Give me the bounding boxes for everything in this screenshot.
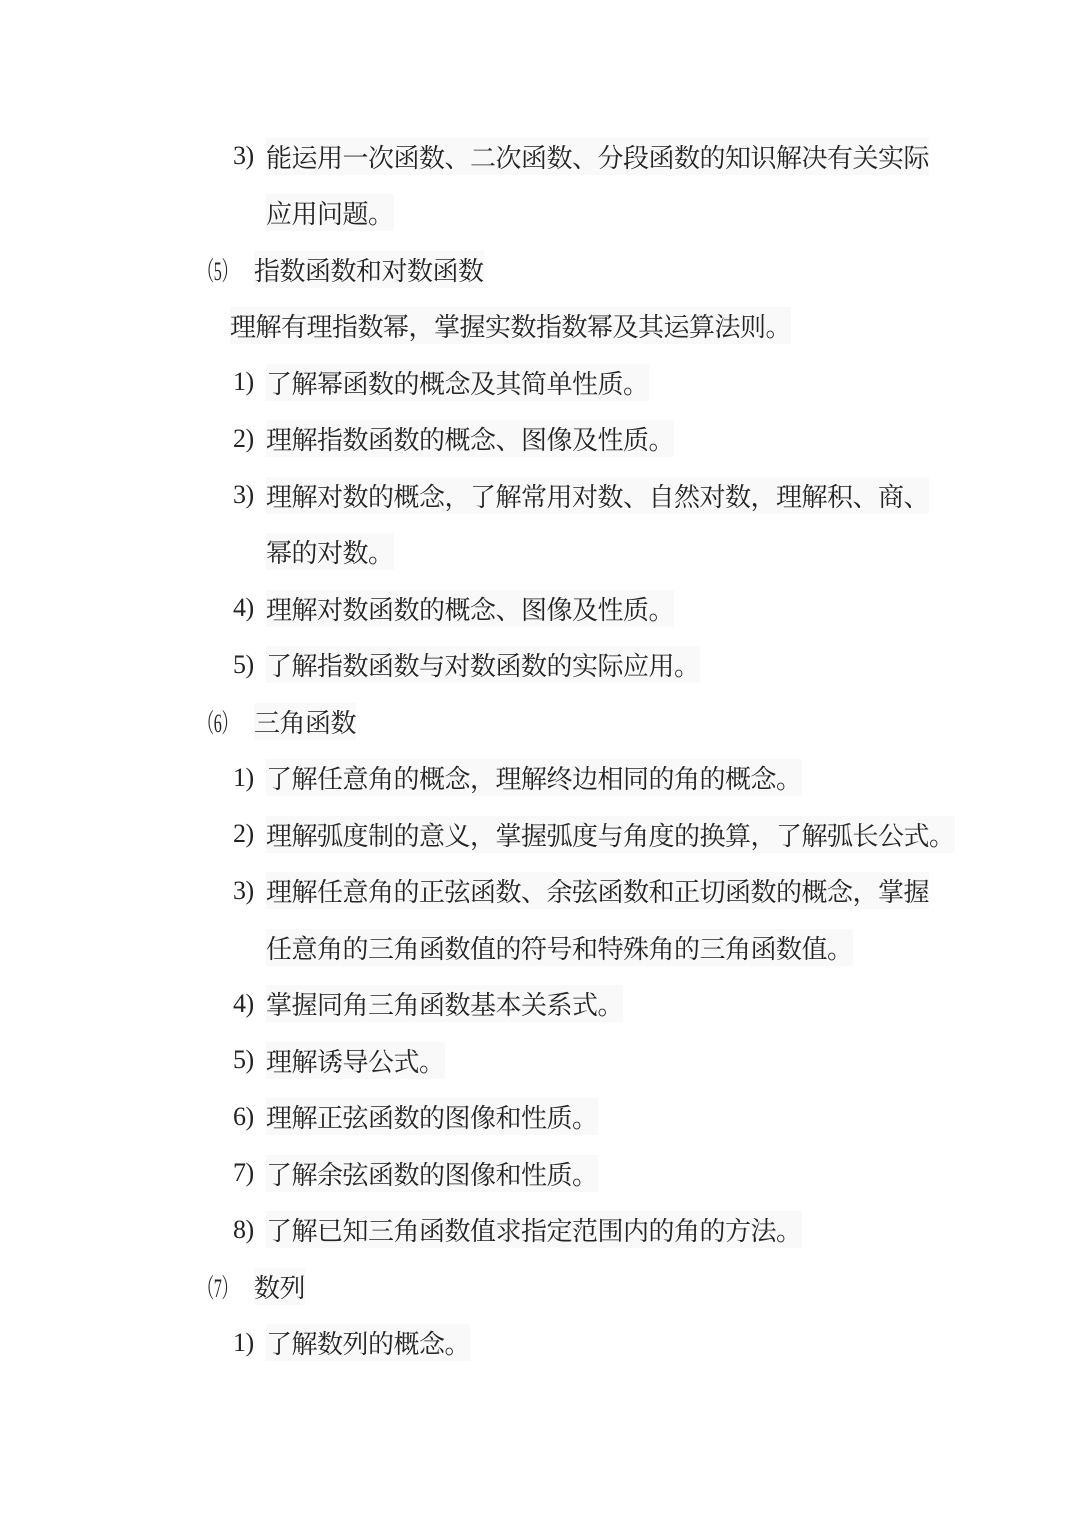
list-item [0, 637, 1080, 694]
line-text: 任意角的三角函数值的符号和特殊角的三角函数值。 [266, 929, 853, 966]
list-item-continuation [0, 524, 1080, 581]
list-item [0, 1032, 1080, 1089]
line-text: 了解指数函数与对数函数的实际应用。 [266, 646, 700, 683]
section-heading [0, 1258, 1080, 1315]
line-text: 理解正弦函数的图像和性质。 [266, 1098, 598, 1135]
list-item [0, 976, 1080, 1033]
section-heading [0, 693, 1080, 750]
item-number: 2) [233, 423, 254, 453]
item-number: 4) [233, 988, 254, 1018]
list-item [0, 1202, 1080, 1259]
line-text: 理解弧度制的意义，掌握弧度与角度的换算，了解弧长公式。 [266, 816, 955, 853]
line-text: 了解余弦函数的图像和性质。 [266, 1155, 598, 1192]
line-text: 了解数列的概念。 [266, 1324, 470, 1361]
item-number: 8) [233, 1214, 254, 1244]
item-number: 3) [233, 875, 254, 905]
line-text: 了解幂函数的概念及其简单性质。 [266, 364, 649, 401]
list-item [0, 467, 1080, 524]
item-number: 5) [233, 1045, 254, 1075]
list-item [0, 1089, 1080, 1146]
list-item [0, 1145, 1080, 1202]
line-text: 了解已知三角函数值求指定范围内的角的方法。 [266, 1211, 802, 1248]
item-number: 1) [233, 1327, 254, 1357]
list-item [0, 1315, 1080, 1372]
item-number: 1) [233, 762, 254, 792]
line-text: 应用问题。 [266, 194, 394, 231]
section-number: （6） [198, 708, 238, 738]
item-number: 5) [233, 649, 254, 679]
list-item [0, 128, 1080, 185]
item-number: 3) [233, 141, 254, 171]
line-text: 幂的对数。 [266, 533, 394, 570]
list-item [0, 750, 1080, 807]
section-heading [0, 241, 1080, 298]
paragraph-line [0, 298, 1080, 355]
section-number: （5） [198, 256, 238, 286]
item-number: 1) [233, 367, 254, 397]
item-number: 7) [233, 1158, 254, 1188]
list-item [0, 580, 1080, 637]
item-number: 3) [233, 480, 254, 510]
line-text: 理解任意角的正弦函数、余弦函数和正切函数的概念，掌握 [266, 872, 929, 909]
line-text: 理解指数函数的概念、图像及性质。 [266, 420, 674, 457]
line-text: 掌握同角三角函数基本关系式。 [266, 985, 623, 1022]
line-text: 三角函数 [254, 703, 356, 740]
item-number: 6) [233, 1101, 254, 1131]
list-item-continuation [0, 185, 1080, 242]
list-item [0, 863, 1080, 920]
line-text: 指数函数和对数函数 [254, 251, 484, 288]
line-text: 了解任意角的概念，理解终边相同的角的概念。 [266, 759, 802, 796]
line-text: 理解对数函数的概念、图像及性质。 [266, 590, 674, 627]
line-text: 能运用一次函数、二次函数、分段函数的知识解决有关实际 [266, 138, 929, 175]
line-text: 数列 [254, 1268, 305, 1305]
section-number: （7） [198, 1273, 238, 1303]
line-text: 理解有理指数幂，掌握实数指数幂及其运算法则。 [230, 307, 791, 344]
item-number: 4) [233, 593, 254, 623]
list-item [0, 354, 1080, 411]
line-text: 理解对数的概念，了解常用对数、自然对数，理解积、商、 [266, 477, 929, 514]
list-item [0, 806, 1080, 863]
list-item [0, 411, 1080, 468]
item-number: 2) [233, 819, 254, 849]
list-item-continuation [0, 919, 1080, 976]
line-text: 理解诱导公式。 [266, 1042, 445, 1079]
